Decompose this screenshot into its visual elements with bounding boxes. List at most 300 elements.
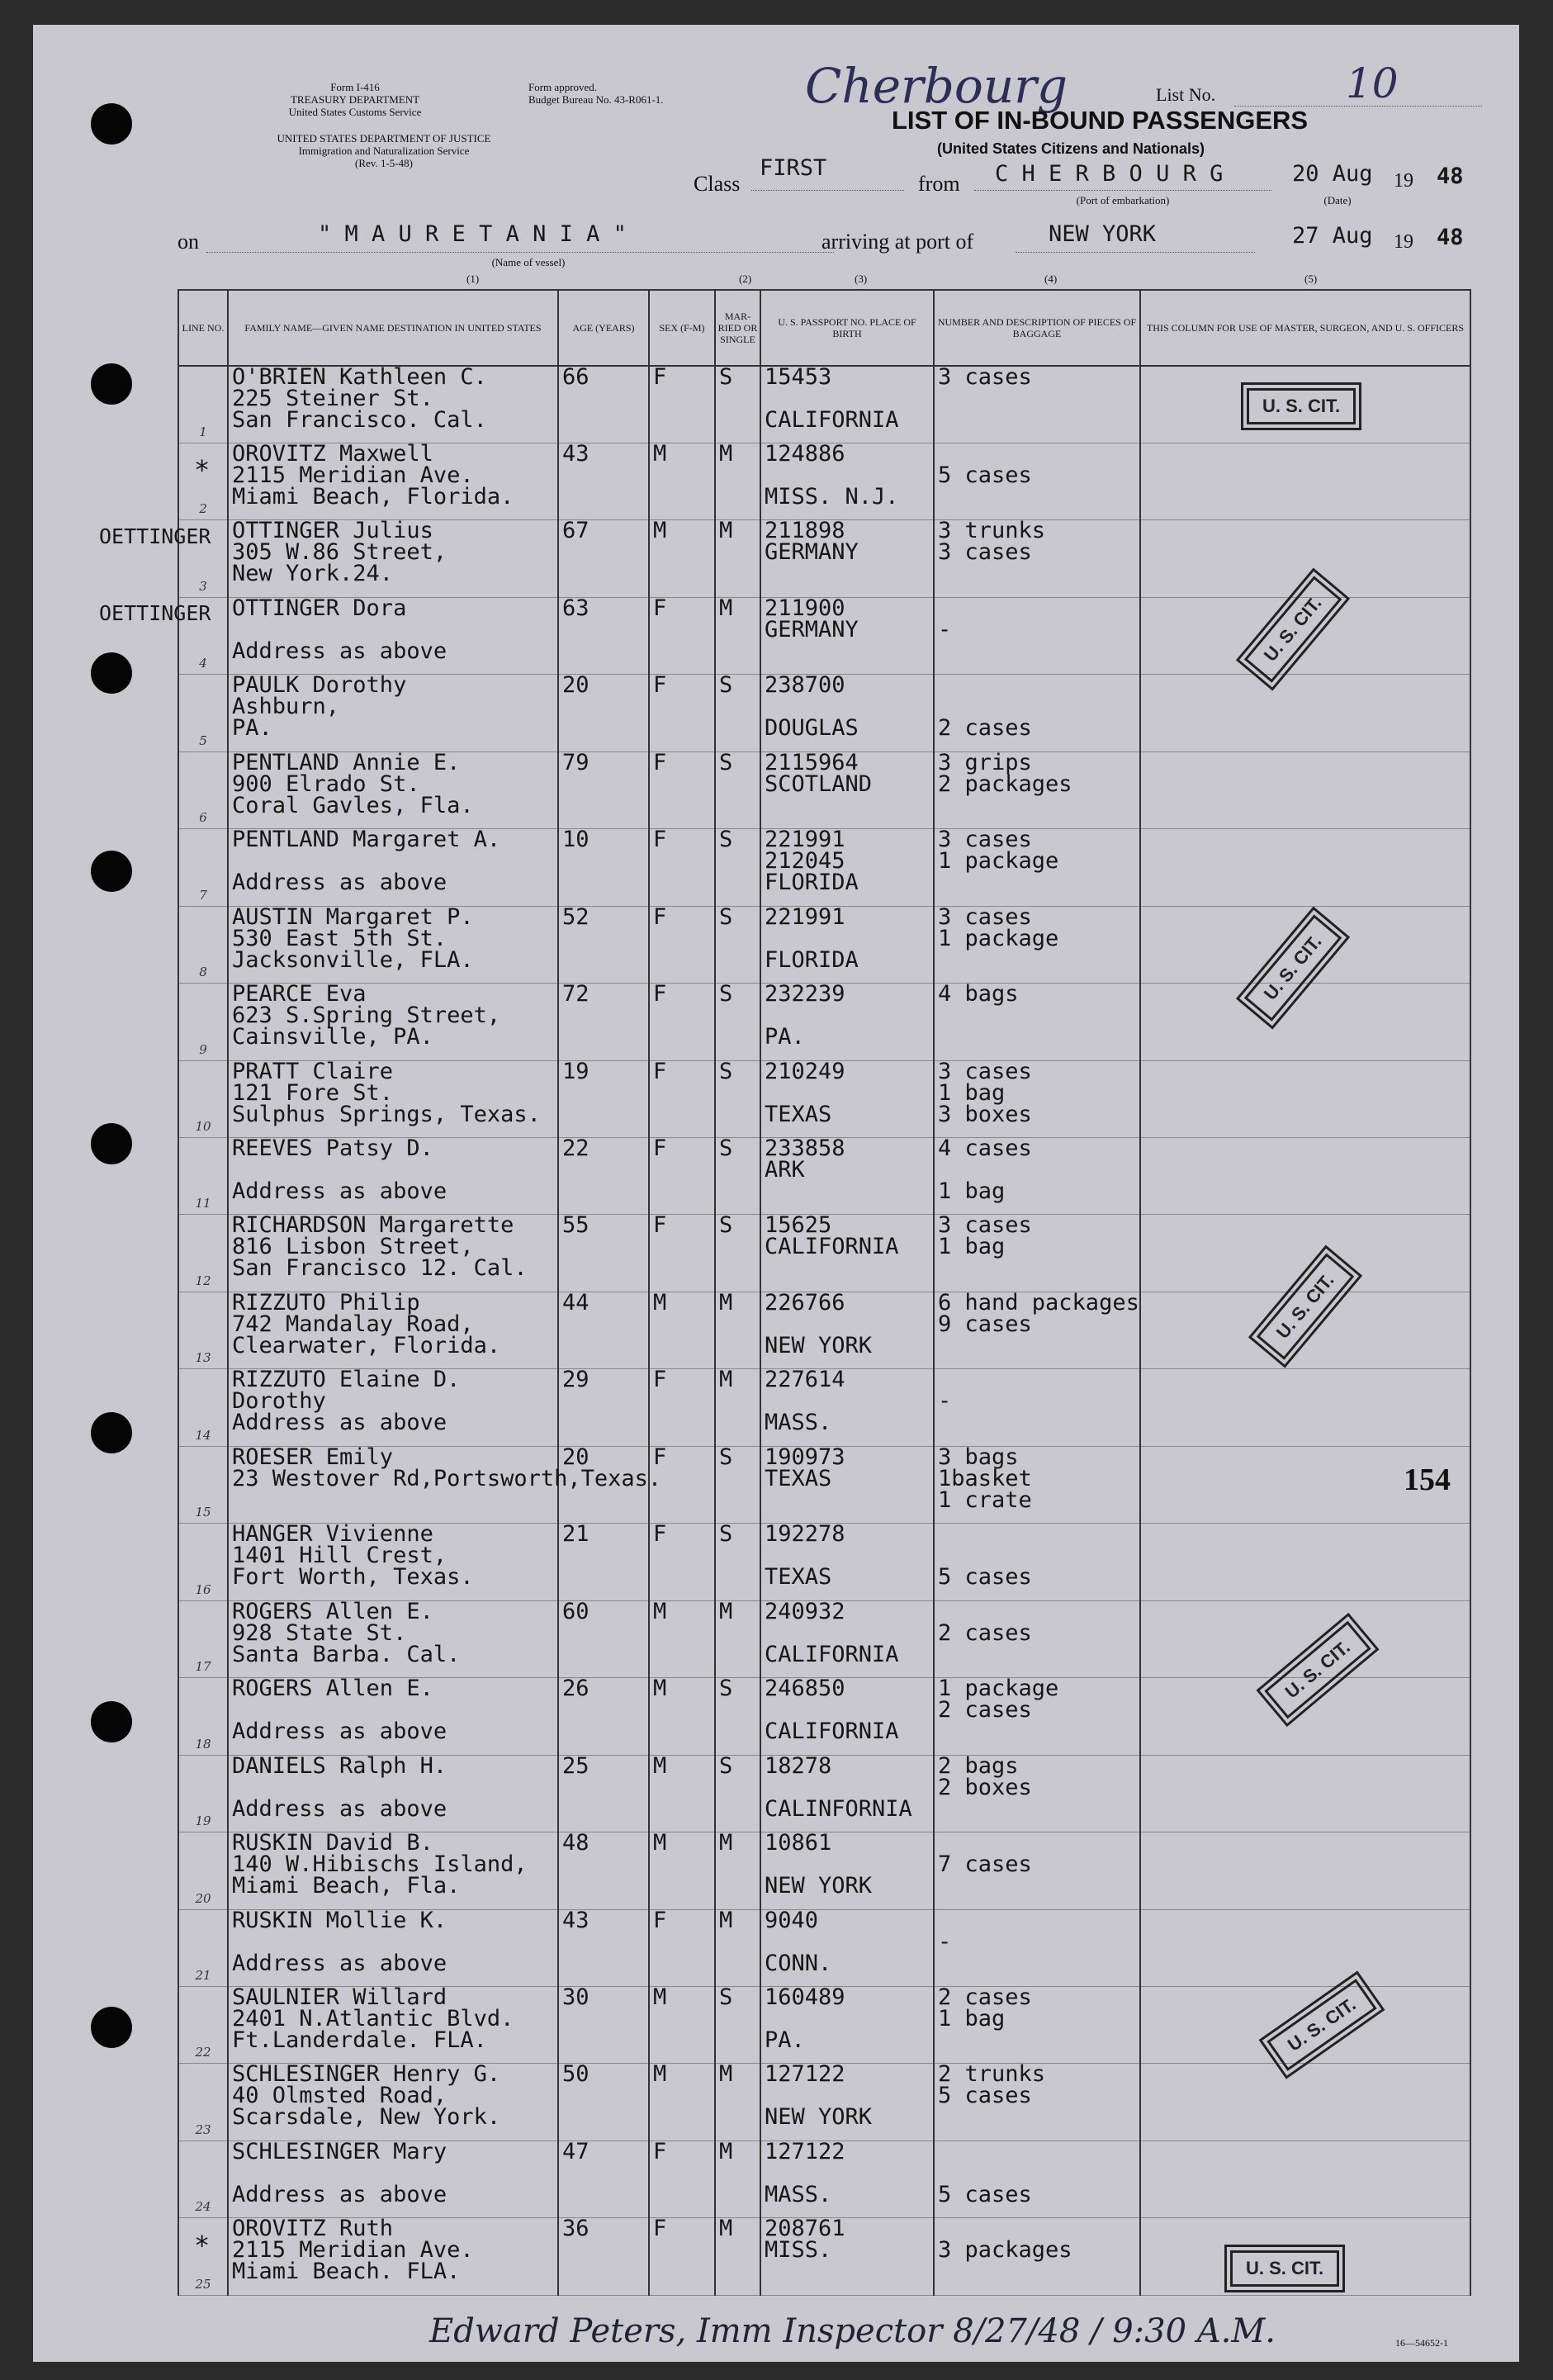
passenger-address-line: 305 W.86 Street, — [232, 539, 447, 566]
baggage-item: 2 boxes — [938, 1774, 1032, 1800]
table-row — [178, 1446, 1470, 1523]
table-row — [178, 443, 1470, 519]
passenger-sex: M — [649, 2064, 715, 2141]
baggage-item: 9 cases — [938, 1311, 1032, 1337]
line-number: 18 — [178, 1678, 228, 1755]
baggage — [934, 1678, 1140, 1755]
passenger-age: 55 — [558, 1215, 649, 1292]
baggage — [934, 1752, 1140, 1832]
passport-birthplace — [760, 520, 934, 597]
passport-number: 9040 — [765, 1907, 819, 1933]
vessel-label: (Name of vessel) — [491, 256, 566, 268]
passenger-address-line: Address as above — [232, 638, 447, 664]
marital-status: M — [715, 520, 760, 597]
passenger-name-address — [228, 1289, 558, 1368]
baggage-item — [938, 1524, 1136, 1545]
manifest-page — [33, 25, 1519, 2362]
passport-number: 160489 — [765, 1984, 845, 2011]
marital-status: S — [715, 906, 760, 983]
baggage-item: 6 hand packages — [938, 1289, 1139, 1316]
baggage — [934, 1135, 1140, 1215]
passenger-sex: F — [649, 2218, 715, 2296]
line-number: 23 — [178, 2064, 228, 2141]
list-title: LIST OF IN-BOUND PASSENGERS — [892, 106, 1309, 135]
marital-status: M — [715, 2064, 760, 2141]
passenger-address-line: Address as above — [232, 2181, 447, 2207]
passport-birthplace — [760, 2218, 934, 2296]
passenger-age: 48 — [558, 1832, 649, 1909]
passenger-sex: F — [649, 1369, 715, 1446]
passenger-address-line: 742 Mandalay Road, — [232, 1311, 474, 1337]
passenger-sex: M — [649, 1600, 715, 1677]
baggage-item: 7 cases — [938, 1851, 1032, 1878]
officer-use — [1140, 2064, 1470, 2141]
place-of-birth: CONN. — [765, 1950, 832, 1976]
baggage-item: 5 cases — [938, 2181, 1032, 2207]
place-of-birth: TEXAS — [765, 1101, 832, 1127]
passenger-address-line: Sulphus Springs, Texas. — [232, 1101, 541, 1127]
passenger-sex: F — [649, 675, 715, 751]
place-of-birth: FLORIDA — [765, 870, 859, 896]
us-citizen-stamp: U. S. CIT. — [1257, 1253, 1355, 1359]
marital-status: M — [715, 1600, 760, 1677]
passenger-name: OTTINGER Dora — [232, 595, 407, 621]
marital-status: M — [715, 2141, 760, 2217]
baggage-item: 3 grips — [938, 749, 1032, 775]
table-row — [178, 1138, 1470, 1215]
passenger-name-address — [228, 903, 558, 983]
passenger-sex: F — [649, 2141, 715, 2217]
col-num-3: (3) — [855, 273, 868, 285]
passport-birthplace — [760, 1678, 934, 1755]
passenger-name: RICHARDSON Margarette — [232, 1212, 514, 1239]
baggage-item: - — [938, 1388, 952, 1415]
baggage-item: 1basket — [938, 1465, 1032, 1491]
passenger-address-line: 23 Westover Rd,Portsworth,Texas. — [232, 1465, 662, 1491]
passenger-sex: M — [649, 1292, 715, 1368]
passenger-age: 36 — [558, 2218, 649, 2296]
table-row — [178, 829, 1470, 906]
marital-status: S — [715, 984, 760, 1060]
baggage-item: 2 cases — [938, 1984, 1032, 2011]
passenger-address-line: Miami Beach, Fla. — [232, 1873, 461, 1899]
passenger-sex: F — [649, 1138, 715, 1215]
passport-number: 246850 — [765, 1676, 845, 1702]
passenger-name: RIZZUTO Elaine D. — [232, 1367, 461, 1393]
table-row — [178, 751, 1470, 828]
baggage-item: 5 cases — [938, 2083, 1032, 2109]
baggage — [934, 2061, 1140, 2141]
passenger-name: PAULK Dorothy — [232, 672, 407, 699]
baggage-item — [938, 1910, 1136, 1932]
place-of-birth: GERMANY — [765, 616, 859, 642]
class-label: Class — [694, 172, 741, 196]
baggage-item: 2 trunks — [938, 2061, 1046, 2088]
form-approved: Form approved. — [528, 81, 598, 93]
passenger-address-line: Ft.Landerdale. FLA. — [232, 2027, 487, 2054]
passenger-age: 19 — [558, 1060, 649, 1137]
passenger-address-line: PA. — [232, 715, 272, 742]
baggage-item — [938, 1369, 1136, 1391]
passport-birthplace — [760, 1289, 934, 1368]
line-number: 15 — [178, 1446, 228, 1523]
col-num-4: (4) — [1044, 273, 1058, 285]
passenger-address-line: 121 Fore St. — [232, 1079, 394, 1106]
col-header-married: MAR-RIED OR SINGLE — [715, 290, 760, 366]
baggage — [934, 1289, 1140, 1368]
baggage-item: 2 packages — [938, 770, 1072, 797]
place-of-birth: CALIFORNIA — [765, 1234, 899, 1260]
passenger-age: 60 — [558, 1600, 649, 1677]
place-of-birth: DOUGLAS — [765, 715, 859, 742]
from-value: C H E R B O U R G — [995, 161, 1224, 187]
line-number: 4 — [178, 597, 228, 674]
place-of-birth: ARK — [765, 1157, 805, 1183]
col-header-baggage: NUMBER AND DESCRIPTION OF PIECES OF BAGGAGE — [934, 290, 1140, 366]
passenger-age: 50 — [558, 2064, 649, 2141]
baggage — [934, 675, 1140, 751]
passport-birthplace — [760, 1446, 934, 1523]
place-of-birth: MISS. — [765, 2237, 832, 2264]
place-of-birth: PA. — [765, 2027, 805, 2054]
passenger-address-line: 530 East 5th St. — [232, 925, 447, 951]
passenger-age: 67 — [558, 520, 649, 597]
passenger-age: 44 — [558, 1292, 649, 1368]
officer-use — [1140, 1369, 1470, 1446]
officer-use — [1140, 1832, 1470, 1909]
place-of-birth: CALIFORNIA — [765, 1641, 899, 1667]
table-row — [178, 520, 1470, 597]
form-approved-block — [528, 81, 776, 106]
place-of-birth: NEW YORK — [765, 1332, 873, 1358]
vessel-rule — [206, 252, 834, 253]
baggage-item: 3 cases — [938, 539, 1032, 566]
line-number: 5 — [178, 675, 228, 751]
handwritten-port: Cherbourg — [805, 58, 1068, 114]
baggage — [934, 829, 1140, 906]
officer-use — [1140, 675, 1470, 751]
passenger-name: RUSKIN Mollie K. — [232, 1907, 447, 1933]
line-number: 14 — [178, 1369, 228, 1446]
passport-birthplace — [760, 751, 934, 828]
baggage-item: 5 cases — [938, 462, 1032, 488]
place-of-birth: PA. — [765, 1024, 805, 1050]
passport-birthplace — [760, 1212, 934, 1292]
passenger-age: 79 — [558, 751, 649, 828]
passenger-address-line: Scarsdale, New York. — [232, 2104, 501, 2131]
marital-status: S — [715, 1215, 760, 1292]
arriving-label: arriving at port of — [821, 230, 974, 254]
baggage-item: 3 cases — [938, 903, 1032, 930]
us-citizen-stamp: U. S. CIT. — [1264, 1621, 1371, 1719]
table-row — [178, 675, 1470, 751]
place-of-birth: CALIFORNIA — [765, 407, 899, 433]
baggage-item: 1 bag — [938, 1079, 1006, 1106]
passenger-name: OROVITZ Ruth — [232, 2216, 394, 2242]
passport-birthplace — [760, 2138, 934, 2217]
passenger-sex: M — [649, 520, 715, 597]
baggage-item: 1 package — [938, 1676, 1059, 1702]
line-number: 24 — [178, 2141, 228, 2217]
line-number: 21 — [178, 1909, 228, 1986]
baggage-item: 1 bag — [938, 1234, 1006, 1260]
officer-use — [1140, 1524, 1470, 1600]
line-number: 9 — [178, 984, 228, 1060]
passenger-name: ROGERS Allen E. — [232, 1676, 433, 1702]
passenger-sex: M — [649, 1832, 715, 1909]
baggage-item: 5 cases — [938, 1564, 1032, 1591]
passenger-address-line: Cainsville, PA. — [232, 1024, 433, 1050]
passenger-address-line: Address as above — [232, 1795, 447, 1822]
passenger-address-line: Address as above — [232, 1950, 447, 1976]
passenger-age: 72 — [558, 984, 649, 1060]
date-label: (Date) — [1323, 194, 1352, 206]
marital-status: M — [715, 1369, 760, 1446]
passport-birthplace — [760, 1369, 934, 1446]
baggage-item — [938, 598, 1136, 619]
line-number: 25 — [178, 2218, 228, 2296]
col-header-line: LINE NO. — [178, 290, 228, 366]
departure-year: 48 — [1437, 164, 1464, 189]
passenger-name-address — [228, 1521, 558, 1600]
baggage — [934, 1524, 1140, 1600]
passenger-address-line: 816 Lisbon Street, — [232, 1234, 474, 1260]
passenger-age: 10 — [558, 829, 649, 906]
passenger-address-line: 225 Steiner St. — [232, 386, 433, 411]
page-total: 154 — [1404, 1463, 1451, 1497]
place-of-birth — [765, 1777, 930, 1799]
passenger-name: PRATT Claire — [232, 1058, 394, 1084]
passenger-address-line: 2115 Meridian Ave. — [232, 2237, 474, 2264]
marital-status: M — [715, 597, 760, 674]
from-label: from — [918, 172, 960, 196]
passenger-address-line: Address as above — [232, 870, 447, 896]
place-of-birth — [765, 928, 930, 950]
departure-year-label: 19 — [1394, 170, 1413, 192]
passenger-name-address — [228, 1369, 558, 1446]
passenger-address-line: 40 Olmsted Road, — [232, 2083, 447, 2109]
marital-status: S — [715, 1755, 760, 1832]
table-row — [178, 1060, 1470, 1137]
line-number: 7 — [178, 829, 228, 906]
passenger-age: 21 — [558, 1524, 649, 1600]
passenger-name: REEVES Patsy D. — [232, 1135, 433, 1162]
passenger-sex: F — [649, 1215, 715, 1292]
passport-birthplace — [760, 1135, 934, 1215]
officer-use — [1140, 1060, 1470, 1137]
passport-birthplace — [760, 597, 934, 674]
passenger-name: AUSTIN Margaret P. — [232, 903, 474, 930]
baggage — [934, 1832, 1140, 1909]
passenger-age: 30 — [558, 1987, 649, 2064]
baggage-item — [938, 675, 1136, 696]
passenger-address-line: San Francisco 12. Cal. — [232, 1255, 528, 1282]
doj-dept: UNITED STATES DEPARTMENT OF JUSTICE — [277, 132, 491, 145]
treasury-dept: TREASURY DEPARTMENT — [290, 93, 420, 106]
passenger-sex: M — [649, 1678, 715, 1755]
line-number: 3 — [178, 520, 228, 597]
passenger-name-address — [228, 520, 558, 597]
baggage-item: 3 cases — [938, 1212, 1032, 1239]
passenger-name-address — [228, 1060, 558, 1137]
place-of-birth: CALINFORNIA — [765, 1795, 912, 1822]
passenger-name: SCHLESINGER Henry G. — [232, 2061, 501, 2088]
passenger-address-line: 623 S.Spring Street, — [232, 1003, 501, 1029]
baggage — [934, 2218, 1140, 2296]
table-row — [178, 1369, 1470, 1446]
baggage-item: 2 cases — [938, 715, 1032, 742]
us-citizen-stamp: U. S. CIT. — [1244, 914, 1342, 1021]
place-of-birth: MASS. — [765, 2181, 832, 2207]
passenger-name-address — [228, 829, 558, 906]
passenger-address-line — [232, 1777, 554, 1799]
passenger-name-address — [228, 1678, 558, 1755]
marital-status: M — [715, 443, 760, 519]
us-citizen-stamp: U. S. CIT. — [1247, 388, 1356, 424]
passenger-address-line — [232, 1932, 554, 1953]
form-footer: 16—54652-1 — [1395, 2337, 1448, 2349]
list-subtitle: (United States Citizens and Nationals) — [937, 140, 1205, 157]
passport-number: 127122 — [765, 2138, 845, 2164]
passport-birthplace — [760, 2061, 934, 2141]
baggage-item: 3 boxes — [938, 1101, 1032, 1127]
revision: (Rev. 1-5-48) — [355, 157, 413, 169]
line-number: 22 — [178, 1987, 228, 2064]
officer-use — [1140, 1755, 1470, 1832]
table-row — [178, 1524, 1470, 1600]
passenger-age: 20 — [558, 1446, 649, 1523]
line-number: 2 — [178, 443, 228, 519]
baggage-item: 2 bags — [938, 1752, 1019, 1779]
baggage — [934, 903, 1140, 983]
passenger-sex: F — [649, 366, 715, 443]
marital-status: M — [715, 1909, 760, 1986]
table-row — [178, 1215, 1470, 1292]
place-of-birth: FLORIDA — [765, 946, 859, 973]
passenger-address-line: Address as above — [232, 1719, 447, 1745]
passport-number: 232239 — [765, 981, 845, 1007]
passenger-name-address — [228, 1752, 558, 1832]
passenger-age: 26 — [558, 1678, 649, 1755]
list-no-label: List No. — [1156, 84, 1216, 105]
passenger-name-address — [228, 1135, 558, 1215]
passenger-name: HANGER Vivienne — [232, 1521, 433, 1548]
passenger-name: PENTLAND Annie E. — [232, 749, 461, 775]
officer-use — [1140, 2141, 1470, 2217]
passenger-age: 52 — [558, 906, 649, 983]
passport-number: 238700 — [765, 672, 845, 699]
passenger-name-address — [228, 2218, 558, 2296]
line-number: 11 — [178, 1138, 228, 1215]
port-embarkation-label: (Port of embarkation) — [1076, 194, 1170, 206]
baggage — [934, 751, 1140, 828]
passenger-age: 25 — [558, 1755, 649, 1832]
passport-birthplace — [760, 829, 934, 906]
ins-service: Immigration and Naturalization Service — [298, 145, 470, 157]
col-num-2: (2) — [739, 273, 752, 285]
passenger-name: OROVITZ Maxwell — [232, 440, 433, 467]
table-row — [178, 2064, 1470, 2141]
marital-status: S — [715, 366, 760, 443]
baggage — [934, 366, 1140, 443]
baggage — [934, 597, 1140, 674]
us-citizen-stamp: U. S. CIT. — [1244, 576, 1342, 682]
passenger-name: OTTINGER Julius — [232, 518, 433, 544]
punch-hole — [91, 1701, 132, 1742]
table-row — [178, 2141, 1470, 2217]
passenger-name: DANIELS Ralph H. — [232, 1752, 447, 1779]
baggage-item: 1 bag — [938, 2006, 1006, 2032]
list-no-value: 10 — [1346, 59, 1399, 107]
officer-use — [1140, 984, 1470, 1060]
passenger-name-address — [228, 2138, 558, 2217]
passenger-address-line: Jacksonville, FLA. — [232, 946, 474, 973]
from-rule — [974, 190, 1271, 191]
passenger-sex: M — [649, 1987, 715, 2064]
passport-birthplace — [760, 981, 934, 1060]
passenger-address-line: San Francisco. Cal. — [232, 407, 487, 433]
passport-number: 226766 — [765, 1289, 845, 1316]
baggage — [934, 1369, 1140, 1446]
marital-status: M — [715, 1832, 760, 1909]
punch-hole — [91, 2007, 132, 2048]
marital-status: S — [715, 751, 760, 828]
passenger-address-line: Fort Worth, Texas. — [232, 1564, 474, 1591]
line-number: 12 — [178, 1215, 228, 1292]
passenger-address-line: Ashburn, — [232, 694, 340, 720]
baggage-item: 3 cases — [938, 364, 1032, 390]
passenger-address-line: Santa Barba. Cal. — [232, 1641, 461, 1667]
baggage — [934, 1909, 1140, 1986]
passport-birthplace — [760, 366, 934, 443]
passenger-age: 47 — [558, 2141, 649, 2217]
passenger-name-address — [228, 366, 558, 443]
passenger-name: PEARCE Eva — [232, 981, 367, 1007]
baggage-item: 3 bags — [938, 1444, 1019, 1470]
passenger-address-line: 1401 Hill Crest, — [232, 1543, 447, 1569]
passenger-name: ROESER Emily — [232, 1444, 394, 1470]
passenger-name: PENTLAND Margaret A. — [232, 827, 501, 853]
passenger-age: 66 — [558, 366, 649, 443]
passenger-sex: F — [649, 984, 715, 1060]
passenger-name-address — [228, 751, 558, 828]
line-number: 10 — [178, 1060, 228, 1137]
baggage — [934, 1212, 1140, 1292]
passenger-name-address — [228, 440, 558, 519]
passport-birthplace — [760, 1060, 934, 1137]
line-number: 17 — [178, 1600, 228, 1677]
vessel-name: " M A U R E T A N I A " — [318, 221, 627, 247]
baggage-item: 4 cases — [938, 1135, 1032, 1162]
col-header-name: FAMILY NAME—GIVEN NAME DESTINATION IN UNITED STATES — [228, 290, 558, 366]
passport-number: 192278 — [765, 1521, 845, 1548]
form-id: Form I-416 — [330, 81, 380, 93]
passenger-name-address — [228, 2061, 558, 2141]
place-of-birth — [765, 1083, 930, 1104]
passenger-sex: F — [649, 751, 715, 828]
place-of-birth — [765, 1623, 930, 1644]
col-header-age: AGE (YEARS) — [558, 290, 649, 366]
passport-number: 221991 — [765, 827, 845, 853]
passenger-sex: F — [649, 829, 715, 906]
baggage-item: - — [938, 1928, 952, 1955]
passenger-sex: F — [649, 1909, 715, 1986]
arrival-year: 48 — [1437, 225, 1464, 250]
arrival-rule — [1016, 252, 1255, 253]
baggage-item — [938, 1601, 1136, 1623]
punch-hole — [91, 103, 132, 145]
punch-hole — [91, 1412, 132, 1453]
